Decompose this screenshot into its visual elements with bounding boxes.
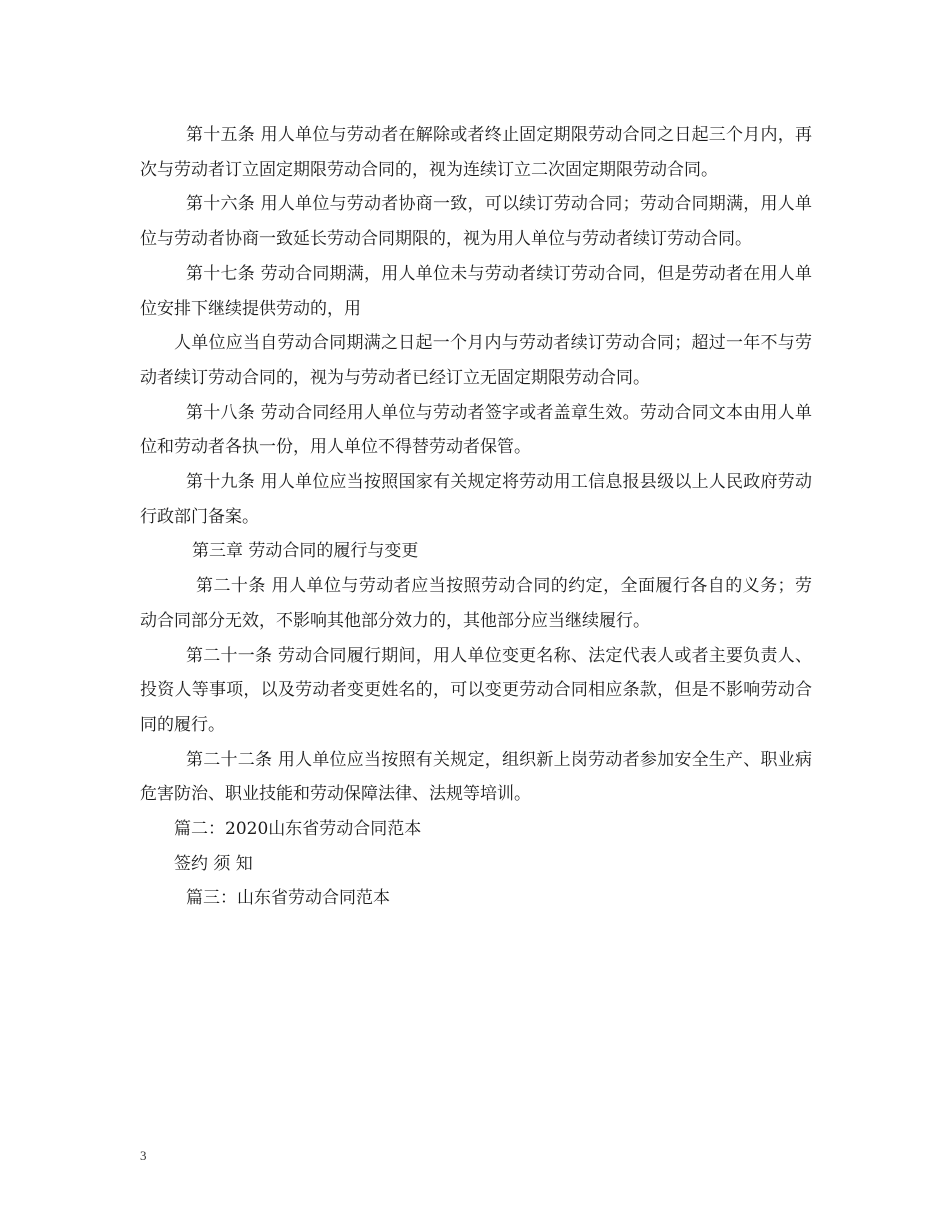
article-20: 第二十条 用人单位与劳动者应当按照劳动合同的约定，全面履行各自的义务；劳动合同部分无效，不影响其他部分效力的，其他部分应当继续履行。 [140, 576, 812, 631]
article-17: 第十七条 劳动合同期满，用人单位未与劳动者续订劳动合同，但是劳动者在用人单位安排下继续提供劳动的，用 [140, 263, 812, 319]
section-three-heading: 篇三：山东省劳动合同范本 [186, 888, 390, 909]
article-19: 第十九条 用人单位应当按照国家有关规定将劳动用工信息报县级以上人民政府劳动行政部门备案。 [140, 472, 812, 527]
page-number: 3 [140, 1148, 147, 1163]
article-21: 第二十一条 劳动合同履行期间，用人单位变更名称、法定代表人或者主要负责人、投资人等事项，以及劳动者变更姓名的，可以变更劳动合同相应条款，但是不影响劳动合同的履行。 [140, 645, 812, 735]
chapter-heading: 第三章 劳动合同的履行与变更 [192, 541, 419, 562]
article-18: 第十八条 劳动合同经用人单位与劳动者签字或者盖章生效。劳动合同文本由用人单位和劳动者各执一份，用人单位不得替劳动者保管。 [140, 402, 812, 458]
document-body [140, 118, 812, 916]
section-two-heading: 篇二：2020山东省劳动合同范本 [174, 819, 422, 840]
article-15: 第十五条 用人单位与劳动者在解除或者终止固定期限劳动合同之日起三个月内，再次与劳动者订立固定期限劳动合同的，视为连续订立二次固定期限劳动合同。 [140, 125, 812, 180]
article-17-continued: 人单位应当自劳动合同期满之日起一个月内与劳动者续订劳动合同；超过一年不与劳动者续订劳动合同的，视为与劳动者已经订立无固定期限劳动合同。 [140, 333, 812, 388]
article-16: 第十六条 用人单位与劳动者协商一致，可以续订劳动合同；劳动合同期满，用人单位与劳动者协商一致延长劳动合同期限的，视为用人单位与劳动者续订劳动合同。 [140, 194, 812, 250]
article-22: 第二十二条 用人单位应当按照有关规定，组织新上岗劳动者参加安全生产、职业病危害防治、职业技能和劳动保障法律、法规等培训。 [140, 749, 812, 805]
signing-notice-heading: 签约 须 知 [174, 853, 253, 874]
